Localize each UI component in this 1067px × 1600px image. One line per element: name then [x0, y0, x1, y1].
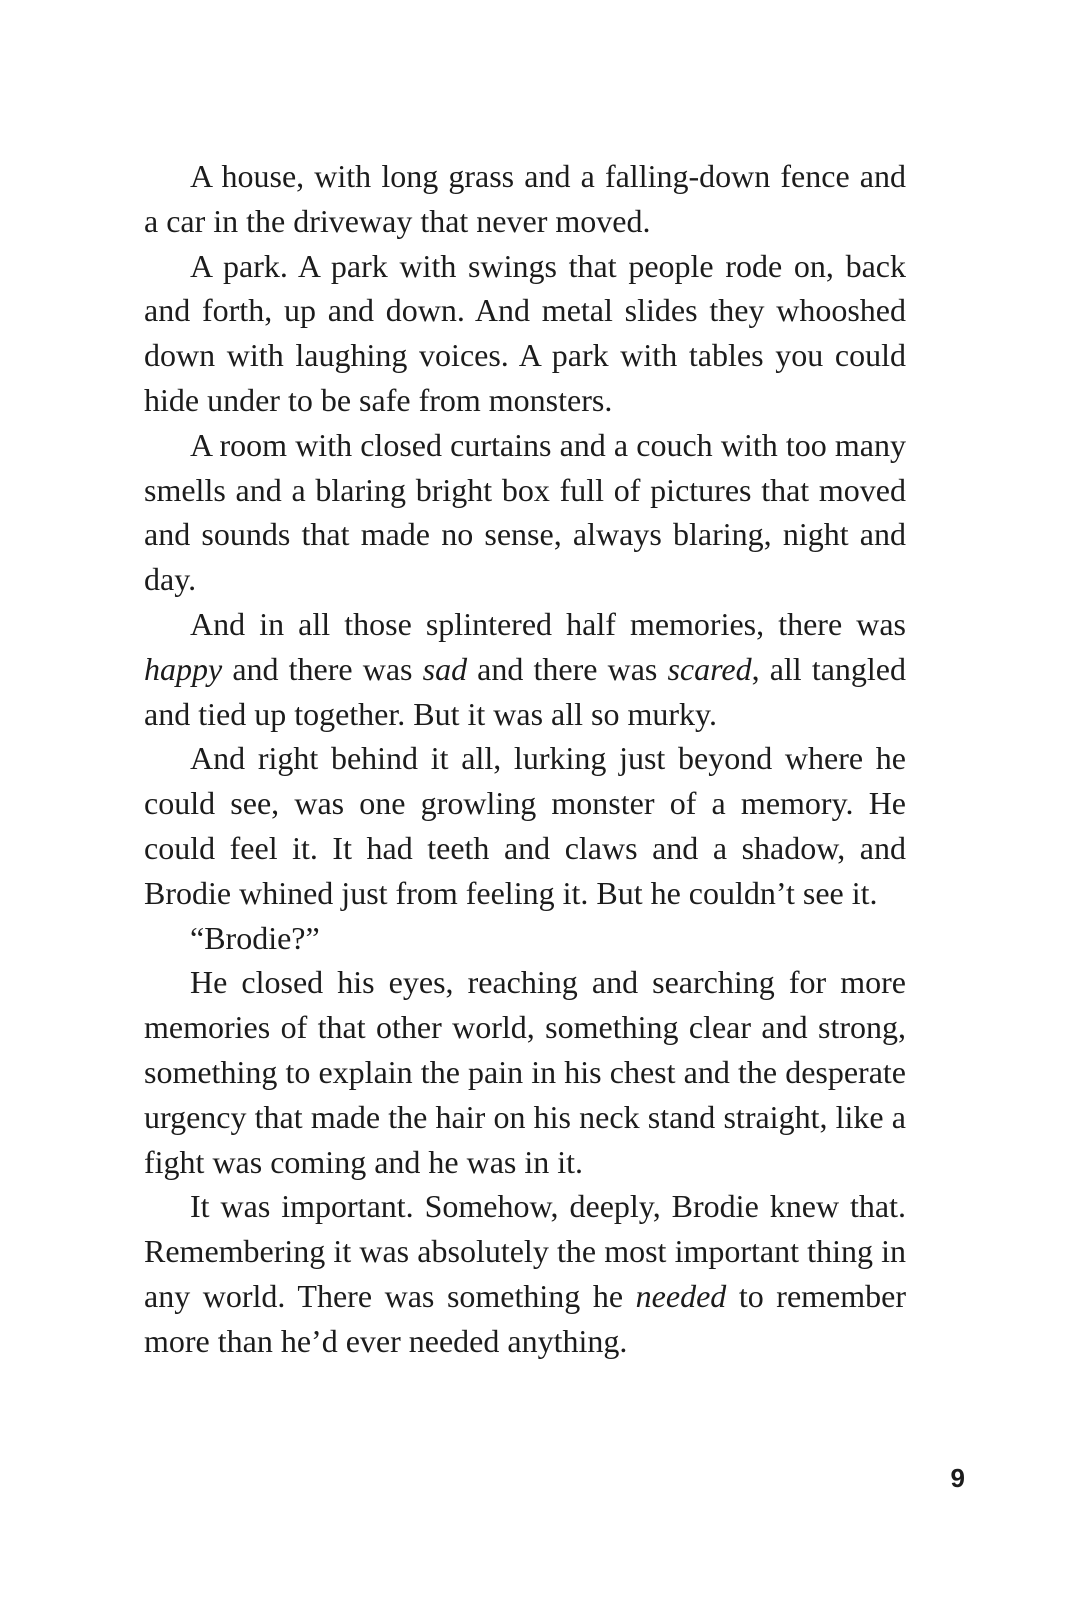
text-run: A house, with long grass and a falling-down fence and a car in the driveway that never moved. — [144, 158, 906, 239]
text-run: It was important. Somehow, deeply, Brodie knew that. Remembering it was absolutely the most important thing in any world. There was something he — [144, 1188, 906, 1314]
paragraph — [144, 1184, 906, 1363]
paragraph — [144, 154, 906, 244]
paragraph — [144, 602, 906, 736]
text-run: , all tangled and tied up together. But it was all so murky. — [144, 650, 907, 732]
paragraph — [144, 960, 906, 1184]
italic-text: scared — [667, 650, 752, 687]
italic-text: happy — [144, 650, 223, 687]
italic-text: needed — [635, 1277, 727, 1314]
text-run: And right behind it all, lurking just beyond where he could see, was one growling monster of a memory. He could feel it. It had teeth and claws and a shadow, and Brodie whined just from feeling it. But he couldn’t see it. — [144, 740, 906, 911]
italic-text: sad — [422, 650, 468, 687]
text-run: and there was — [222, 650, 423, 687]
body-text — [144, 154, 906, 1364]
text-run: “Brodie?” — [190, 919, 320, 956]
text-run: A park. A park with swings that people rode on, back and forth, up and down. And metal slides they whooshed down with laughing voices. A park with tables you could hide under to be safe from monsters. — [144, 247, 906, 418]
paragraph — [144, 423, 906, 602]
text-run: and there was — [467, 650, 668, 687]
paragraph — [144, 244, 906, 423]
text-run: to remember more than he’d ever needed anything. — [144, 1277, 907, 1359]
text-run: And in all those splintered half memories, there was — [190, 605, 906, 642]
text-run: A room with closed curtains and a couch with too many smells and a blaring bright box full of pictures that moved and sounds that made no sense, always blaring, night and day. — [144, 426, 906, 598]
paragraph — [144, 916, 906, 961]
paragraph — [144, 736, 906, 915]
page-number: 9 — [950, 1463, 965, 1493]
text-run: He closed his eyes, reaching and searching for more memories of that other world, something clear and strong, something to explain the pain in his chest and the desperate urgency that made the hair on his neck stand straight, like a fight was coming and he was in it. — [144, 964, 906, 1180]
